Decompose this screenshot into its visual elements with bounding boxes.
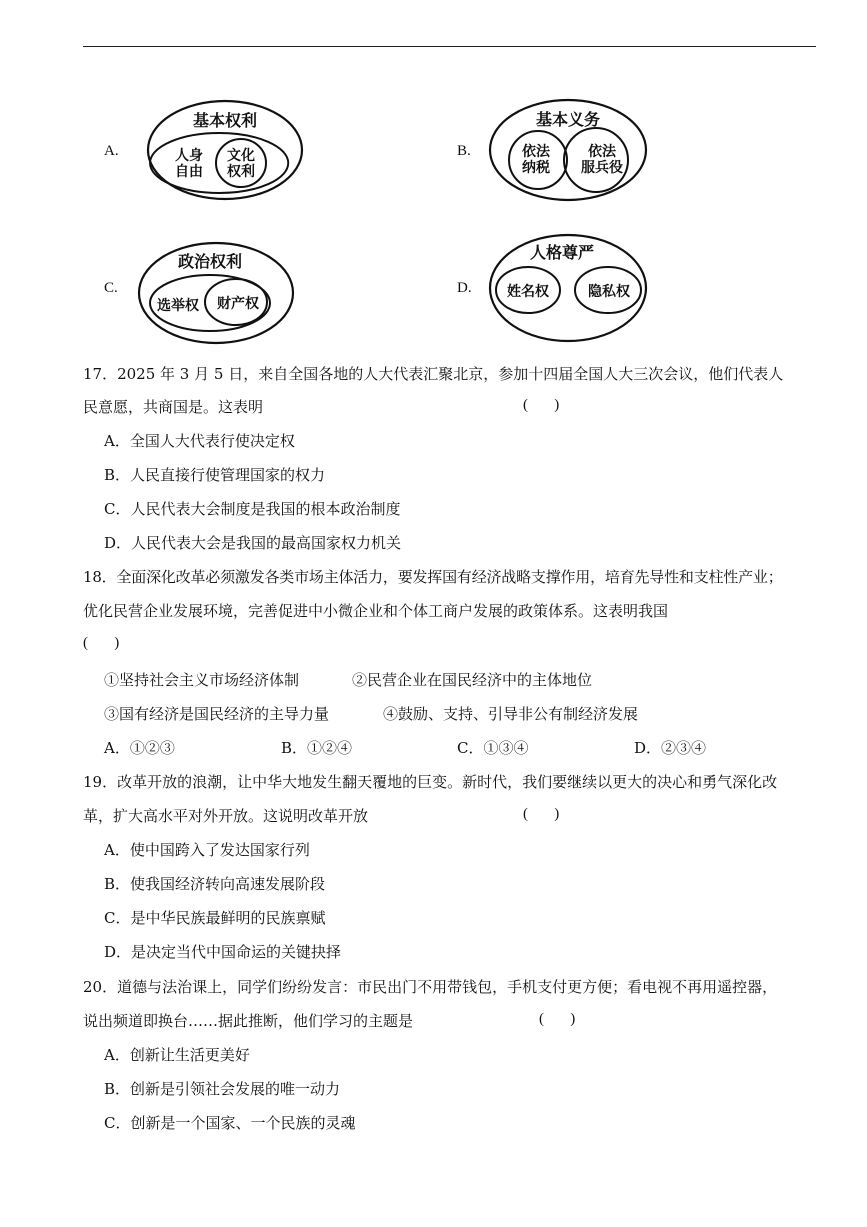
diagram-d-left-label: 姓名权 (507, 284, 549, 300)
diagram-a-right-line1: 文化 (227, 148, 255, 164)
diagram-b-right-line1: 依法 (588, 144, 616, 160)
diagram-a-right-line2: 权利 (227, 164, 255, 180)
q19-option-d: D．是决定当代中国命运的关键抉择 (104, 943, 342, 961)
diagram-a-left-line1: 人身 (175, 148, 203, 164)
q18-statement-2: ②民营企业在国民经济中的主体地位 (352, 671, 593, 689)
diagram-a-basic-rights (145, 98, 305, 203)
q20-option-c: C．创新是一个国家、一个民族的灵魂 (104, 1114, 356, 1132)
diagram-c-political-rights (136, 240, 296, 345)
option-b-label: B. (457, 143, 471, 159)
q17-stem-line2: 民意愿，共商国是。这表明 (83, 398, 264, 416)
q20-option-b: B．创新是引领社会发展的唯一动力 (104, 1080, 341, 1098)
q17-answer-blank: ( ) (523, 397, 560, 413)
diagram-a-left-line2: 自由 (175, 164, 203, 180)
diagram-c-right-label: 财产权 (217, 296, 259, 312)
q18-stem-line1: 18．全面深化改革必须激发各类市场主体活力，要发挥国有经济战略支撑作用，培育先导性和支柱性产业； (83, 568, 783, 586)
q17-option-d: D．人民代表大会是我国的最高国家权力机关 (104, 534, 402, 552)
diagram-d-personal-dignity (488, 232, 650, 344)
q17-stem-line1: 17．2025 年 3 月 5 日，来自全国各地的人大代表汇聚北京，参加十四届全国人大三次会议，他们代表人 (83, 365, 784, 383)
q17-option-c: C．人民代表大会制度是我国的根本政治制度 (104, 500, 401, 518)
q20-stem-line2: 说出频道即换台……据此推断，他们学习的主题是 (83, 1012, 414, 1030)
diagram-b-left-line2: 纳税 (522, 160, 550, 176)
diagram-b-right-line2: 服兵役 (581, 160, 623, 176)
q19-option-c: C．是中华民族最鲜明的民族禀赋 (104, 909, 326, 927)
q18-choice-c: C．①③④ (457, 739, 529, 757)
diagram-a-outer-label: 基本权利 (192, 111, 258, 130)
diagram-c-left-label: 选举权 (157, 298, 199, 314)
diagram-b-basic-duties (488, 97, 650, 202)
q18-choice-d: D．②③④ (634, 739, 707, 757)
q18-statement-1: ①坚持社会主义市场经济体制 (104, 671, 300, 689)
diagram-b-outer-label: 基本义务 (535, 110, 601, 129)
q19-stem-line2: 革，扩大高水平对外开放。这说明改革开放 (83, 807, 369, 825)
diagram-d-outer-label: 人格尊严 (529, 243, 595, 262)
q18-choice-b: B．①②④ (281, 739, 353, 757)
q19-answer-blank: ( ) (523, 806, 560, 822)
header-rule (83, 46, 816, 47)
q18-stem-line2: 优化民营企业发展环境，完善促进中小微企业和个体工商户发展的政策体系。这表明我国 (83, 602, 669, 620)
q18-choice-a: A．①②③ (104, 739, 175, 757)
diagram-d-right-label: 隐私权 (588, 284, 630, 300)
q20-stem-line1: 20．道德与法治课上，同学们纷纷发言：市民出门不用带钱包，手机支付更方便；看电视不再用遥控器， (83, 978, 778, 996)
q19-option-b: B．使我国经济转向高速发展阶段 (104, 875, 326, 893)
q18-answer-blank: ( ) (83, 635, 120, 651)
option-d-label: D. (457, 280, 472, 296)
q18-statement-3: ③国有经济是国民经济的主导力量 (104, 705, 330, 723)
q20-option-a: A．创新让生活更美好 (104, 1046, 250, 1064)
option-a-label: A. (104, 143, 119, 159)
q17-option-a: A．全国人大代表行使决定权 (104, 432, 295, 450)
q20-answer-blank: ( ) (539, 1011, 576, 1027)
q18-statement-4: ④鼓励、支持、引导非公有制经济发展 (383, 705, 639, 723)
diagram-b-left-line1: 依法 (522, 144, 550, 160)
q19-stem-line1: 19．改革开放的浪潮，让中华大地发生翻天覆地的巨变。新时代，我们要继续以更大的决心和勇气深化改 (83, 773, 778, 791)
q17-option-b: B．人民直接行使管理国家的权力 (104, 466, 326, 484)
diagram-c-outer-label: 政治权利 (177, 252, 243, 271)
q19-option-a: A．使中国跨入了发达国家行列 (104, 841, 310, 859)
option-c-label: C. (104, 280, 118, 296)
